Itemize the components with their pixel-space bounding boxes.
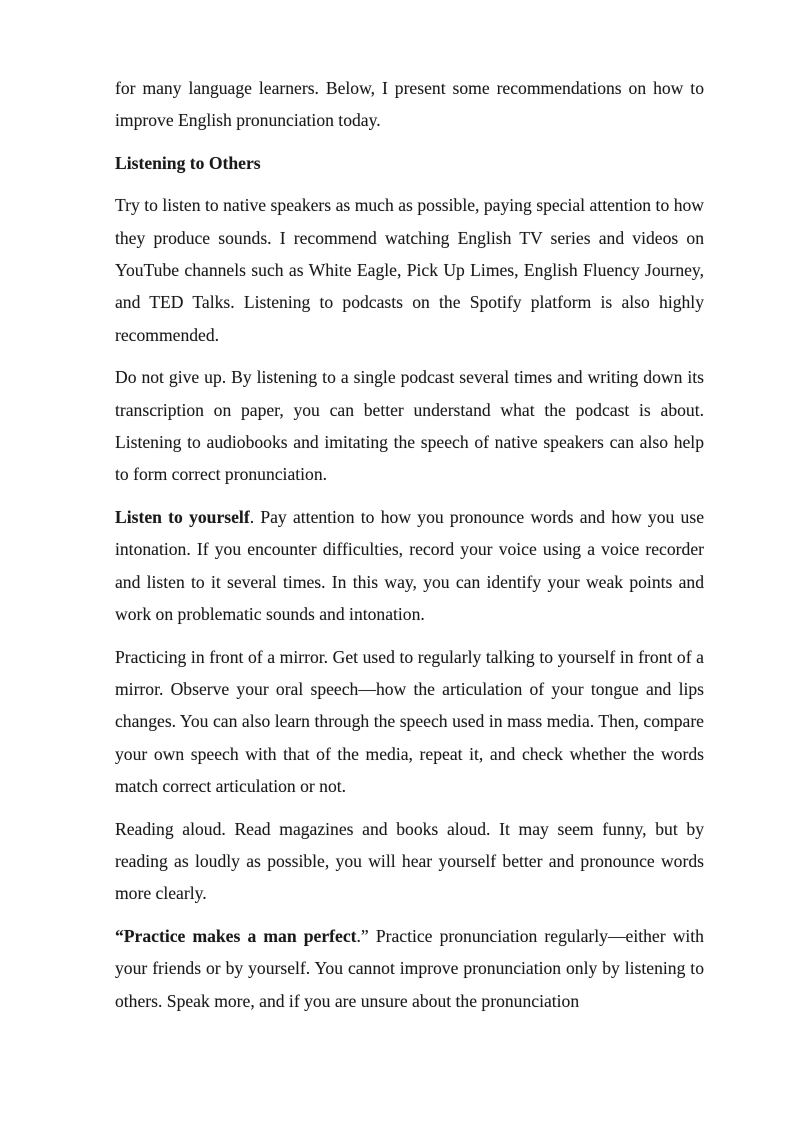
- paragraph-reading-aloud: Reading aloud. Read magazines and books aloud. It may seem funny, but by reading as loudly as possible, you will hear yourself better and pronounce words more clearly.: [115, 818, 704, 904]
- paragraph-listen-to-yourself: [115, 501, 704, 631]
- intro-paragraph: for many language learners. Below, I present some recommendations on how to improve English pronunciation today.: [115, 78, 704, 131]
- practice-makes-perfect-lead: “Practice makes a man perfect: [115, 925, 357, 946]
- practice-makes-perfect-text: .” Practice pronunciation regularly—either with your friends or by yourself. You cannot improve pronunciation only by listening to others. Speak more, and if you are unsure about the pronunciation: [115, 925, 704, 1011]
- paragraph-mirror-practice: Practicing in front of a mirror. Get used to regularly talking to yourself in front of a mirror. Observe your oral speech—how the articulation of your tongue and lips changes. You can also learn through the speech used in mass media. Then, compare your own speech with that of the media, repeat it, and check whether the words match correct articulation or not.: [115, 646, 704, 797]
- listen-to-yourself-lead: Listen to yourself: [115, 506, 250, 527]
- listen-to-yourself-text: . Pay attention to how you pronounce words and how you use intonation. If you encounter difficulties, record your voice using a voice recorder and listen to it several times. In this way, you can identify your weak points and work on problematic sounds and intonation.: [115, 506, 705, 625]
- paragraph-practice-makes-perfect: [115, 920, 704, 1017]
- document-page: [115, 72, 704, 1027]
- paragraph-do-not-give-up: Do not give up. By listening to a single podcast several times and writing down its transcription on paper, you can better understand what the podcast is about. Listening to audiobooks and imitating the speech of native speakers can also help to form correct pronunciation.: [115, 367, 704, 485]
- paragraph-listening-native: Try to listen to native speakers as much as possible, paying special attention to how they produce sounds. I recommend watching English TV series and videos on YouTube channels such as White Eagle, Pick Up Limes, English Fluency Journey, and TED Talks. Listening to podcasts on the Spotify platform is also highly recommended.: [115, 195, 704, 345]
- section-heading: Listening to Others: [115, 152, 261, 173]
